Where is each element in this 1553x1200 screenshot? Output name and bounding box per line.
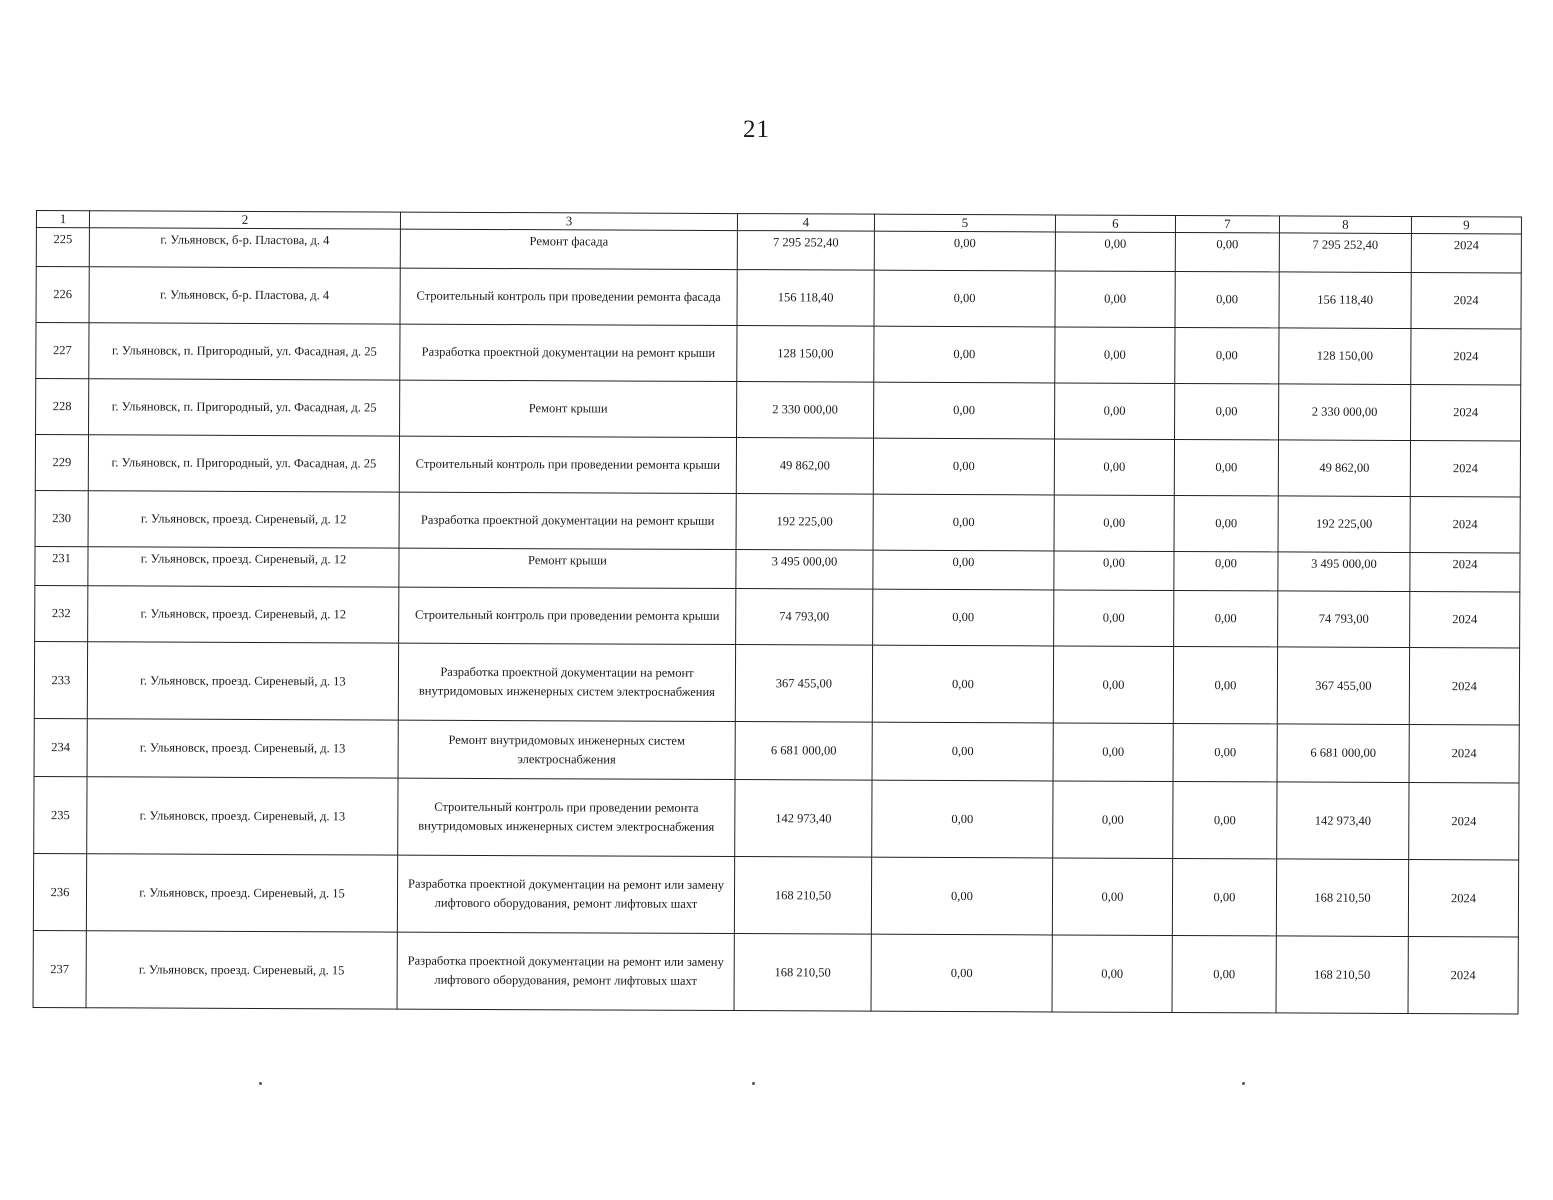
column-number-3: 3 — [400, 212, 737, 230]
row-number: 233 — [34, 641, 87, 718]
row-number: 237 — [33, 930, 86, 1007]
work-type-cell: Разработка проектной документации на ремонт или замену лифтового оборудования, ремонт лифтовых шахт — [397, 932, 734, 1010]
work-type-cell: Строительный контроль при проведении ремонта крыши — [399, 436, 736, 493]
value-col-8: 74 793,00 — [1278, 591, 1410, 648]
year-cell: 2024 — [1409, 647, 1519, 724]
value-col-5: 0,00 — [872, 645, 1053, 723]
row-number: 232 — [35, 585, 88, 641]
row-number: 229 — [35, 435, 88, 491]
work-type-cell: Разработка проектной документации на ремонт или замену лифтового оборудования, ремонт лифтовых шахт — [397, 855, 734, 933]
value-col-5: 0,00 — [874, 270, 1055, 327]
year-cell: 2024 — [1411, 234, 1521, 273]
value-col-6: 0,00 — [1053, 723, 1173, 782]
table-row — [33, 930, 1518, 1013]
value-col-8: 168 210,50 — [1276, 859, 1408, 937]
value-col-4: 156 118,40 — [737, 270, 874, 327]
address-cell: г. Ульяновск, проезд. Сиреневый, д. 12 — [88, 547, 399, 587]
value-col-5: 0,00 — [872, 722, 1053, 781]
column-number-5: 5 — [874, 214, 1055, 232]
value-col-5: 0,00 — [873, 438, 1054, 495]
work-type-cell: Строительный контроль при проведении ремонта внутридомовых инженерных систем электроснабжения — [398, 778, 735, 856]
value-col-5: 0,00 — [872, 780, 1053, 858]
value-col-5: 0,00 — [873, 550, 1054, 590]
value-col-6: 0,00 — [1054, 551, 1174, 591]
value-col-7: 0,00 — [1172, 858, 1276, 935]
value-col-4: 74 793,00 — [736, 589, 873, 646]
value-col-8: 142 973,40 — [1277, 782, 1409, 860]
value-col-6: 0,00 — [1054, 590, 1174, 647]
column-number-7: 7 — [1175, 215, 1279, 232]
value-col-5: 0,00 — [874, 382, 1055, 439]
value-col-8: 7 295 252,40 — [1279, 233, 1411, 273]
table-row — [35, 546, 1520, 591]
year-cell: 2024 — [1410, 591, 1520, 647]
value-col-7: 0,00 — [1174, 551, 1278, 590]
row-number: 235 — [34, 776, 87, 853]
value-col-6: 0,00 — [1055, 271, 1175, 328]
value-col-7: 0,00 — [1174, 590, 1278, 646]
work-type-cell: Разработка проектной документации на ремонт крыши — [399, 492, 736, 549]
value-col-8: 192 225,00 — [1278, 496, 1410, 553]
value-col-5: 0,00 — [874, 231, 1055, 271]
value-col-4: 168 210,50 — [734, 934, 871, 1012]
value-col-6: 0,00 — [1054, 439, 1174, 496]
row-number: 225 — [36, 228, 89, 267]
table-row — [34, 776, 1519, 859]
address-cell: г. Ульяновск, проезд. Сиреневый, д. 12 — [88, 491, 399, 548]
value-col-4: 7 295 252,40 — [737, 231, 874, 271]
value-col-7: 0,00 — [1173, 781, 1277, 858]
year-cell: 2024 — [1409, 782, 1519, 859]
table-row — [36, 379, 1521, 441]
value-col-4: 3 495 000,00 — [736, 550, 873, 590]
work-type-cell: Строительный контроль при проведении ремонта крыши — [399, 587, 736, 644]
table-row — [36, 323, 1521, 385]
value-col-5: 0,00 — [873, 589, 1054, 646]
value-col-4: 367 455,00 — [735, 645, 872, 723]
value-col-6: 0,00 — [1054, 495, 1174, 552]
address-cell: г. Ульяновск, б-р. Пластова, д. 4 — [89, 267, 400, 324]
work-type-cell: Разработка проектной документации на ремонт внутридомовых инженерных систем электроснабжения — [398, 643, 735, 721]
scan-speck — [752, 1082, 755, 1085]
value-col-8: 367 455,00 — [1277, 647, 1409, 725]
value-col-8: 168 210,50 — [1276, 936, 1408, 1014]
table-row — [35, 490, 1520, 552]
address-cell: г. Ульяновск, п. Пригородный, ул. Фасадная, д. 25 — [89, 379, 400, 436]
address-cell: г. Ульяновск, п. Пригородный, ул. Фасадная, д. 25 — [88, 435, 399, 492]
year-cell: 2024 — [1411, 385, 1521, 441]
row-number: 236 — [33, 853, 86, 930]
address-cell: г. Ульяновск, б-р. Пластова, д. 4 — [89, 228, 400, 268]
address-cell: г. Ульяновск, проезд. Сиреневый, д. 12 — [88, 586, 399, 643]
value-col-8: 6 681 000,00 — [1277, 724, 1409, 783]
register-table — [33, 210, 1522, 1014]
value-col-8: 128 150,00 — [1279, 328, 1411, 385]
row-number: 234 — [34, 718, 87, 776]
row-number: 228 — [36, 379, 89, 435]
value-col-6: 0,00 — [1052, 858, 1172, 936]
value-col-4: 128 150,00 — [737, 326, 874, 383]
value-col-6: 0,00 — [1052, 935, 1172, 1013]
address-cell: г. Ульяновск, проезд. Сиреневый, д. 15 — [86, 854, 397, 932]
table-row — [35, 435, 1520, 497]
year-cell: 2024 — [1410, 440, 1520, 496]
scan-speck — [259, 1082, 262, 1085]
row-number: 230 — [35, 490, 88, 546]
value-col-7: 0,00 — [1175, 271, 1279, 327]
row-number: 231 — [35, 546, 88, 585]
table-row — [36, 228, 1521, 273]
value-col-8: 49 862,00 — [1278, 440, 1410, 497]
row-number: 226 — [36, 267, 89, 323]
page-number: 21 — [743, 116, 770, 143]
table-row — [35, 585, 1520, 647]
year-cell: 2024 — [1409, 724, 1519, 782]
column-number-8: 8 — [1279, 216, 1411, 234]
table-row — [36, 267, 1521, 329]
register-table-wrapper — [33, 210, 1521, 1014]
value-col-6: 0,00 — [1055, 232, 1175, 272]
year-cell: 2024 — [1408, 936, 1518, 1013]
table-body — [33, 211, 1521, 1014]
value-col-7: 0,00 — [1175, 383, 1279, 439]
value-col-4: 49 862,00 — [736, 438, 873, 495]
value-col-8: 2 330 000,00 — [1279, 384, 1411, 441]
work-type-cell: Разработка проектной документации на ремонт крыши — [400, 324, 737, 381]
value-col-7: 0,00 — [1173, 646, 1277, 723]
work-type-cell: Ремонт фасада — [400, 229, 737, 269]
value-col-4: 6 681 000,00 — [735, 722, 872, 781]
column-number-4: 4 — [737, 214, 874, 232]
scan-speck — [1242, 1082, 1245, 1085]
value-col-6: 0,00 — [1053, 646, 1173, 724]
work-type-cell: Ремонт крыши — [400, 380, 737, 437]
value-col-4: 2 330 000,00 — [737, 382, 874, 439]
table-row — [33, 853, 1518, 936]
value-col-7: 0,00 — [1174, 439, 1278, 495]
table-row — [34, 718, 1519, 782]
year-cell: 2024 — [1411, 273, 1521, 329]
value-col-7: 0,00 — [1172, 935, 1276, 1012]
value-col-5: 0,00 — [871, 857, 1052, 935]
address-cell: г. Ульяновск, п. Пригородный, ул. Фасадная, д. 25 — [89, 323, 400, 380]
value-col-5: 0,00 — [874, 326, 1055, 383]
work-type-cell: Ремонт крыши — [399, 548, 736, 588]
value-col-7: 0,00 — [1173, 723, 1277, 781]
value-col-6: 0,00 — [1053, 781, 1173, 859]
value-col-7: 0,00 — [1175, 327, 1279, 383]
value-col-4: 192 225,00 — [736, 494, 873, 551]
year-cell: 2024 — [1410, 552, 1520, 591]
work-type-cell: Ремонт внутридомовых инженерных систем электроснабжения — [398, 720, 735, 779]
column-number-1: 1 — [36, 211, 89, 228]
value-col-8: 156 118,40 — [1279, 272, 1411, 329]
value-col-6: 0,00 — [1055, 327, 1175, 384]
year-cell: 2024 — [1410, 496, 1520, 552]
year-cell: 2024 — [1408, 859, 1518, 936]
column-number-2: 2 — [89, 211, 400, 229]
value-col-4: 168 210,50 — [734, 857, 871, 935]
column-number-9: 9 — [1411, 217, 1521, 234]
row-number: 227 — [36, 323, 89, 379]
address-cell: г. Ульяновск, проезд. Сиреневый, д. 13 — [87, 719, 398, 778]
address-cell: г. Ульяновск, проезд. Сиреневый, д. 13 — [87, 642, 398, 720]
value-col-8: 3 495 000,00 — [1278, 552, 1410, 592]
table-row — [34, 641, 1519, 724]
value-col-7: 0,00 — [1174, 495, 1278, 551]
work-type-cell: Строительный контроль при проведении ремонта фасада — [400, 268, 737, 325]
value-col-6: 0,00 — [1055, 383, 1175, 440]
value-col-5: 0,00 — [873, 494, 1054, 551]
value-col-5: 0,00 — [871, 934, 1052, 1012]
column-number-6: 6 — [1055, 215, 1175, 233]
address-cell: г. Ульяновск, проезд. Сиреневый, д. 13 — [87, 777, 398, 855]
value-col-4: 142 973,40 — [735, 780, 872, 858]
year-cell: 2024 — [1411, 329, 1521, 385]
value-col-7: 0,00 — [1175, 232, 1279, 271]
address-cell: г. Ульяновск, проезд. Сиреневый, д. 15 — [86, 931, 397, 1009]
